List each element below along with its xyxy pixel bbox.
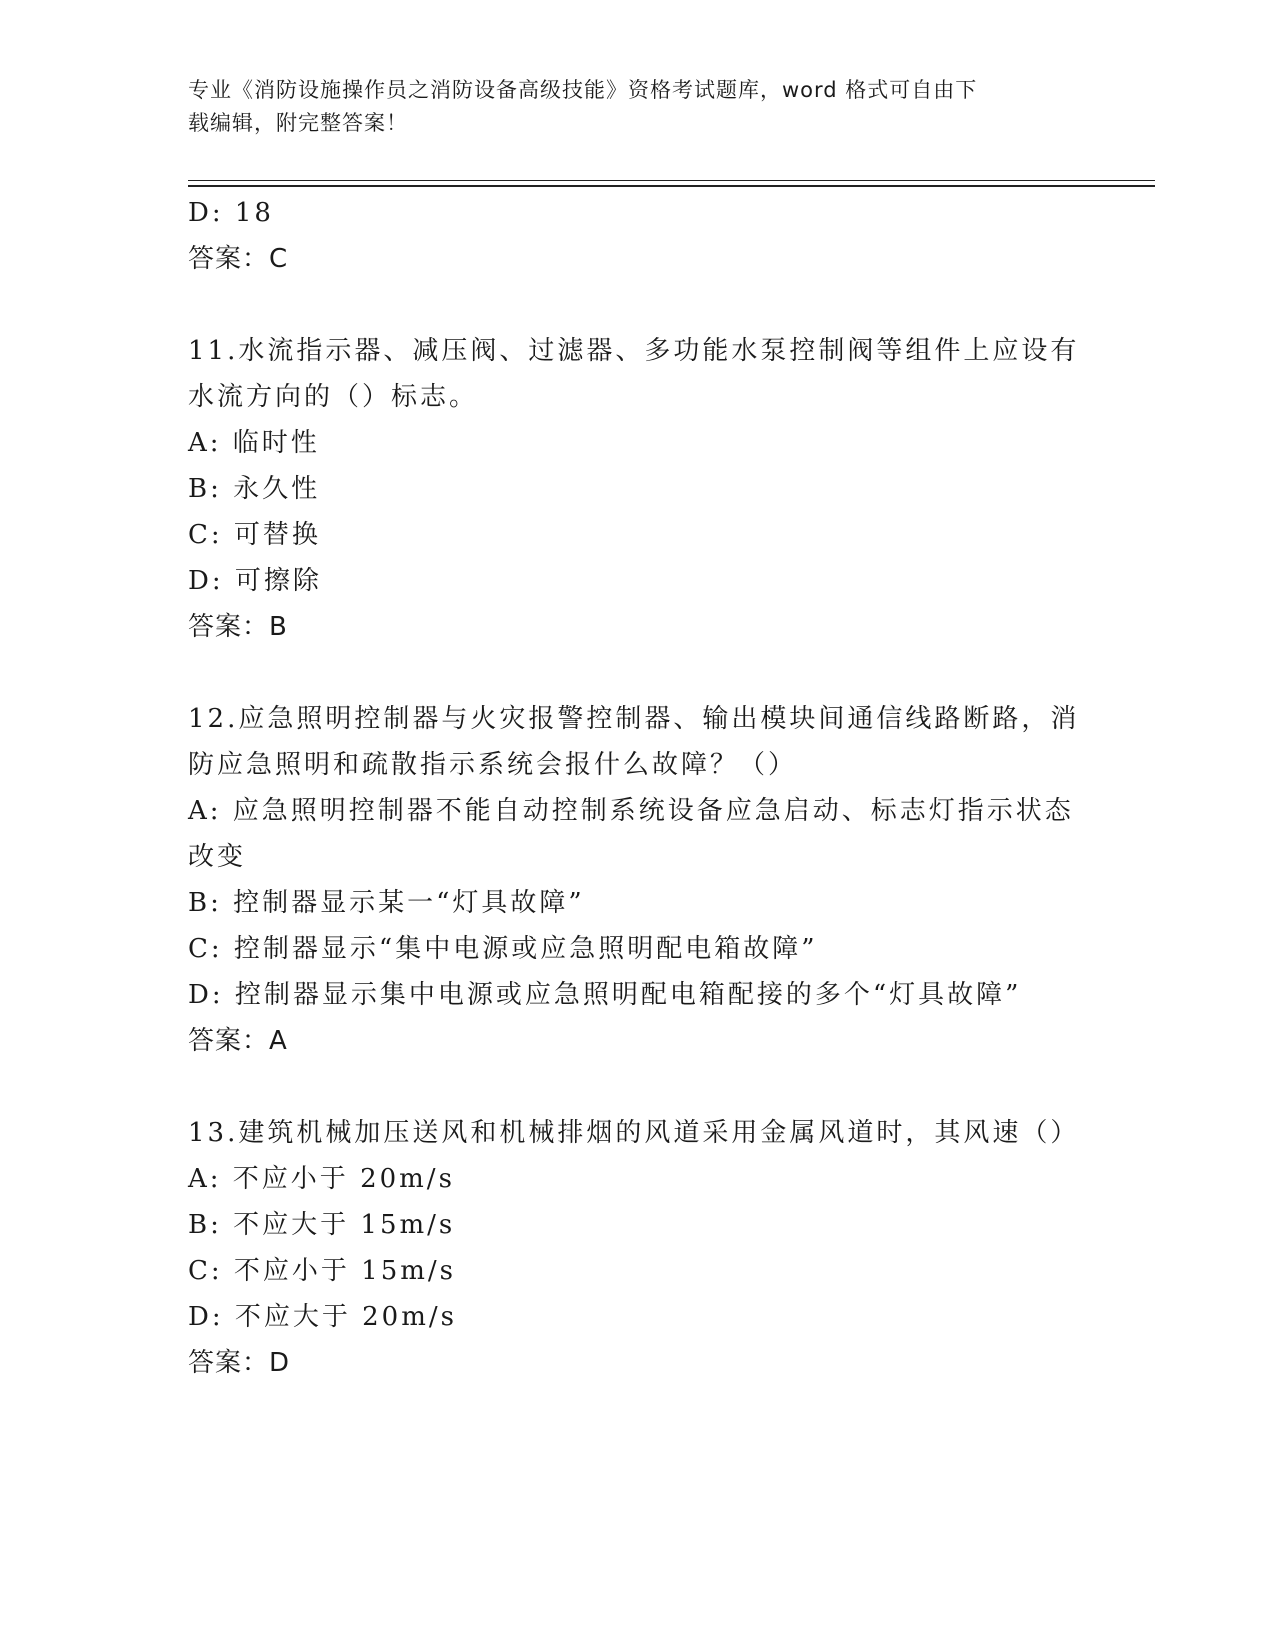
option-b: B: 永久性: [188, 474, 321, 504]
question-12: [188, 696, 1088, 1064]
option-c: C: 不应小于 15m/s: [188, 1256, 457, 1286]
question-11: [188, 328, 1088, 650]
spacer: [188, 1064, 1088, 1110]
header-divider-thin: [188, 180, 1155, 181]
option-a: A: 应急照明控制器不能自动控制系统设备应急启动、标志灯指示状态: [188, 796, 1074, 826]
option-d: D: 18: [188, 198, 274, 228]
question-13: [188, 1110, 1088, 1386]
answer-label: 答案：C: [188, 244, 289, 274]
option-a: A: 不应小于 20m/s: [188, 1164, 455, 1194]
option-d: D: 不应大于 20m/s: [188, 1302, 457, 1332]
option-d: D: 可擦除: [188, 566, 322, 596]
document-header: [188, 74, 1068, 140]
question-stem: [188, 328, 1088, 420]
header-line-2: 载编辑，附完整答案！: [188, 111, 408, 135]
option-c: C: 可替换: [188, 520, 321, 550]
header-divider-thick: [188, 185, 1155, 187]
option-c: C: 控制器显示“集中电源或应急照明配电箱故障”: [188, 934, 818, 964]
stem-line: 12.应急照明控制器与火灾报警控制器、输出模块间通信线路断路，消: [188, 704, 1080, 734]
stem-line: 水流方向的（）标志。: [188, 382, 479, 412]
stem-line: 11.水流指示器、减压阀、过滤器、多功能水泵控制阀等组件上应设有: [188, 336, 1080, 366]
stem-line: 防应急照明和疏散指示系统会报什么故障？（）: [188, 750, 798, 780]
question-content: [188, 190, 1088, 1386]
option-b: B: 不应大于 15m/s: [188, 1210, 456, 1240]
answer-label: 答案：D: [188, 1348, 291, 1378]
option-d: D: 控制器显示集中电源或应急照明配电箱配接的多个“灯具故障”: [188, 980, 1022, 1010]
answer-label: 答案：A: [188, 1026, 288, 1056]
spacer: [188, 282, 1088, 328]
option-a: A: 临时性: [188, 428, 320, 458]
question-stem: [188, 1110, 1088, 1156]
answer-label: 答案：B: [188, 612, 288, 642]
option-a-continued: 改变: [188, 842, 247, 872]
option-b: B: 控制器显示某一“灯具故障”: [188, 888, 585, 918]
spacer: [188, 650, 1088, 696]
header-line-1: 专业《消防设施操作员之消防设备高级技能》资格考试题库，word 格式可自由下: [188, 78, 978, 102]
question-stem: [188, 696, 1088, 788]
stem-line: 13.建筑机械加压送风和机械排烟的风道采用金属风道时，其风速（）: [188, 1118, 1080, 1148]
